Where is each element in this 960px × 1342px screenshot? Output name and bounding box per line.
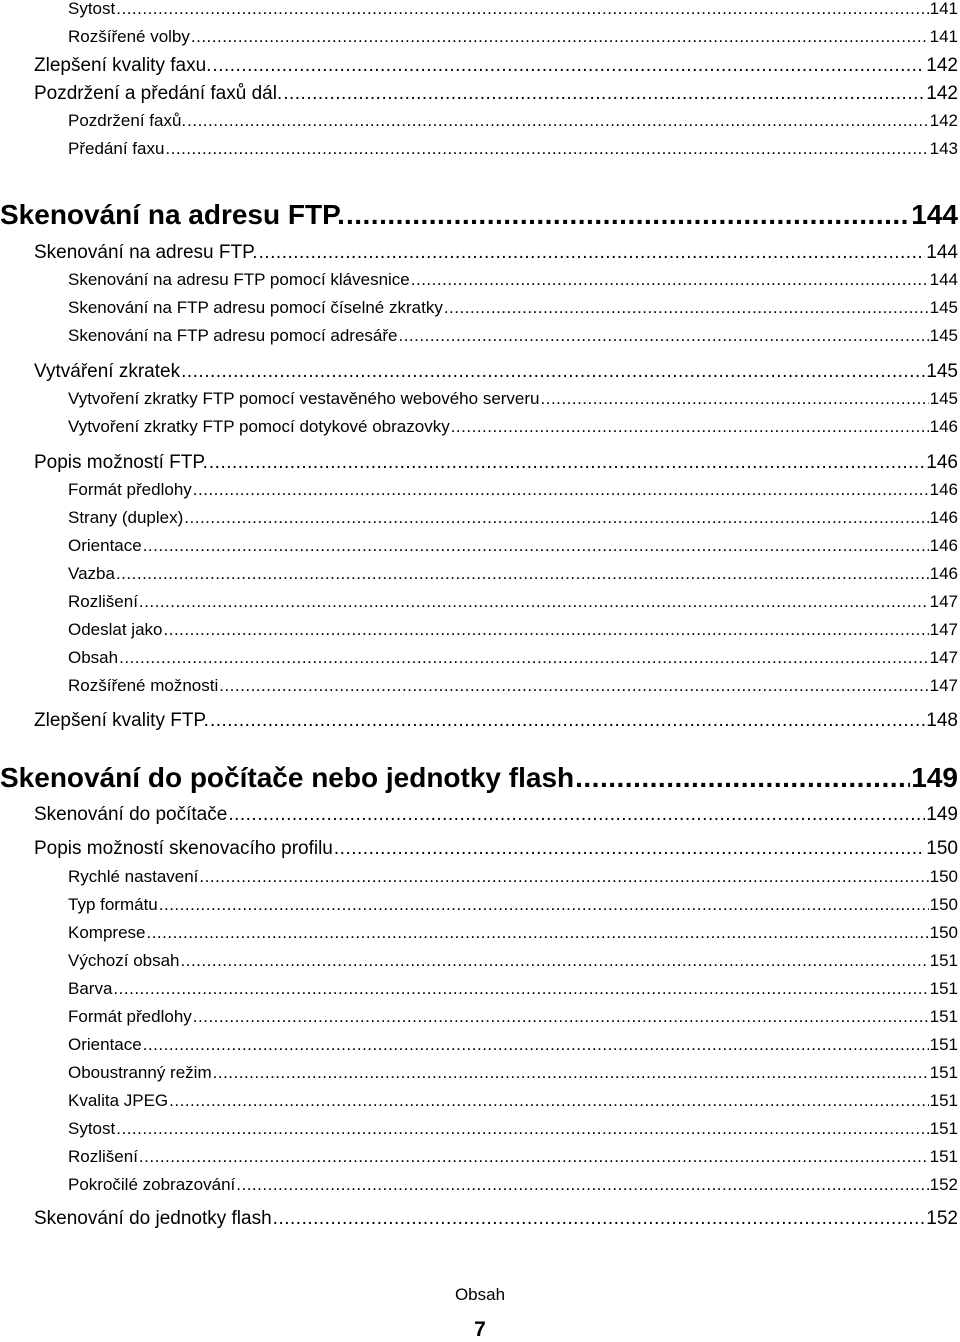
toc-dot-leader	[259, 243, 926, 262]
toc-dot-leader	[164, 621, 929, 638]
toc-entry-title: Barva	[68, 979, 113, 998]
toc-dot-leader	[575, 764, 910, 792]
toc-dot-leader	[165, 140, 928, 157]
footer-page-number: 7	[474, 1318, 486, 1341]
toc-entry-page: 146	[926, 452, 958, 473]
toc-entry-title: Vytvoření zkratky FTP pomocí vestavěného webového serveru	[68, 389, 540, 408]
toc-dot-leader	[146, 924, 928, 941]
toc-entry-title: Obsah	[68, 648, 119, 667]
toc-entry-title: Popis možností FTP.	[34, 452, 208, 473]
toc-entry-page: 146	[929, 480, 958, 499]
toc-entry-title: Pokročilé zobrazování	[68, 1175, 236, 1194]
toc-dot-leader	[444, 299, 929, 316]
toc-entry[interactable]	[68, 565, 958, 582]
toc-entry-page: 147	[929, 676, 958, 695]
toc-entry[interactable]	[68, 649, 958, 666]
toc-entry-title: Orientace	[68, 536, 142, 555]
toc-entry-title: Rychlé nastavení	[68, 867, 199, 886]
toc-entry[interactable]	[34, 84, 958, 103]
toc-dot-leader	[113, 980, 928, 997]
toc-dot-leader	[159, 896, 929, 913]
toc-entry-title: Sytost	[68, 1119, 116, 1138]
toc-dot-leader	[212, 56, 925, 75]
toc-entry-title: Výchozí obsah	[68, 951, 180, 970]
toc-entry-page: 145	[929, 326, 958, 345]
toc-entry[interactable]	[68, 1064, 958, 1081]
toc-entry[interactable]	[68, 677, 958, 694]
toc-entry-page: 146	[929, 508, 958, 527]
toc-entry-page: 151	[929, 1007, 958, 1026]
toc-entry[interactable]	[68, 140, 958, 157]
toc-entry[interactable]	[68, 271, 958, 288]
toc-dot-leader	[451, 418, 929, 435]
toc-entry[interactable]	[34, 56, 958, 75]
toc-entry-title: Zlepšení kvality FTP.	[34, 710, 209, 731]
toc-entry[interactable]	[68, 299, 958, 316]
toc-entry-page: 151	[929, 1035, 958, 1054]
toc-entry[interactable]	[68, 481, 958, 498]
toc-entry[interactable]	[0, 201, 958, 229]
toc-entry[interactable]	[68, 537, 958, 554]
toc-entry-title: Rozlišení	[68, 592, 138, 611]
toc-dot-leader	[143, 1036, 929, 1053]
toc-entry[interactable]	[68, 112, 958, 129]
toc-entry-page: 151	[929, 1091, 958, 1110]
toc-entry-title: Skenování na adresu FTP.	[34, 242, 258, 263]
toc-dot-leader	[398, 327, 928, 344]
toc-entry-title: Skenování do počítače nebo jednotky flash	[0, 762, 575, 793]
toc-dot-leader	[184, 509, 928, 526]
toc-entry[interactable]	[68, 1176, 958, 1193]
toc-entry[interactable]	[0, 764, 958, 792]
toc-entry-page: 145	[929, 389, 958, 408]
toc-entry-page: 150	[929, 895, 958, 914]
toc-entry-title: Kvalita JPEG	[68, 1091, 169, 1110]
toc-dot-leader	[273, 1209, 926, 1228]
toc-dot-leader	[119, 649, 929, 666]
toc-entry-page: 148	[926, 710, 958, 731]
toc-entry-page: 149	[911, 762, 958, 793]
toc-entry-title: Skenování na FTP adresu pomocí adresáře	[68, 326, 398, 345]
toc-dot-leader	[213, 1064, 929, 1081]
toc-dot-leader	[199, 868, 928, 885]
toc-entry-page: 147	[929, 620, 958, 639]
toc-dot-leader	[143, 537, 929, 554]
toc-dot-leader	[228, 805, 925, 824]
toc-entry-page: 149	[926, 804, 958, 825]
toc-entry-title: Popis možností skenovacího profilu	[34, 838, 333, 859]
toc-entry[interactable]	[68, 896, 958, 913]
toc-entry-title: Vazba	[68, 564, 115, 583]
toc-dot-leader	[209, 453, 925, 472]
toc-dot-leader	[169, 1092, 928, 1109]
toc-dot-leader	[181, 952, 929, 969]
toc-entry-title: Odeslat jako	[68, 620, 163, 639]
toc-entry-page: 152	[926, 1208, 958, 1229]
toc-entry-page: 147	[929, 592, 958, 611]
toc-entry-page: 145	[926, 361, 958, 382]
toc-entry[interactable]	[68, 1036, 958, 1053]
toc-entry-title: Skenování na FTP adresu pomocí číselné zkratky	[68, 298, 443, 317]
toc-entry-title: Sytost	[68, 0, 116, 18]
toc-entry-page: 141	[929, 27, 958, 46]
toc-dot-leader	[191, 28, 929, 45]
toc-entry[interactable]	[34, 839, 958, 858]
toc-entry-title: Skenování na adresu FTP.	[0, 199, 345, 230]
toc-dot-leader	[346, 201, 910, 229]
toc-entry-title: Předání faxu	[68, 139, 165, 158]
toc-entry-page: 151	[929, 1063, 958, 1082]
toc-entry-title: Formát předlohy	[68, 480, 192, 499]
toc-entry-page: 150	[929, 923, 958, 942]
toc-entry-page: 151	[929, 1119, 958, 1138]
toc-dot-leader	[236, 1176, 928, 1193]
toc-entry-page: 144	[926, 242, 958, 263]
toc-dot-leader	[219, 677, 928, 694]
toc-dot-leader	[116, 0, 928, 17]
toc-entry-title: Zlepšení kvality faxu.	[34, 55, 212, 76]
toc-entry[interactable]	[68, 593, 958, 610]
toc-entry-page: 142	[926, 55, 958, 76]
toc-entry[interactable]	[68, 868, 958, 885]
toc-entry-title: Skenování do jednotky flash	[34, 1208, 272, 1229]
toc-dot-leader	[541, 390, 929, 407]
toc-entry[interactable]	[34, 453, 958, 472]
toc-entry-page: 143	[929, 139, 958, 158]
toc-entry-page: 142	[929, 111, 958, 130]
toc-entry-page: 144	[929, 270, 958, 289]
toc-entry[interactable]	[68, 980, 958, 997]
toc-entry-title: Rozlišení	[68, 1147, 138, 1166]
toc-entry-title: Rozšířené možnosti	[68, 676, 219, 695]
toc-entry-title: Rozšířené volby	[68, 27, 190, 46]
toc-dot-leader	[411, 271, 929, 288]
toc-entry-page: 145	[929, 298, 958, 317]
toc-dot-leader	[334, 839, 925, 858]
toc-dot-leader	[187, 112, 929, 129]
toc-entry-page: 141	[929, 0, 958, 18]
toc-entry-title: Vytvoření zkratky FTP pomocí dotykové obrazovky	[68, 417, 450, 436]
toc-entry-page: 147	[929, 648, 958, 667]
toc-entry[interactable]	[68, 327, 958, 344]
toc-entry-title: Skenování do počítače	[34, 804, 228, 825]
toc-entry[interactable]	[68, 0, 958, 17]
toc-entry-title: Oboustranný režim	[68, 1063, 212, 1082]
toc-dot-leader	[193, 481, 929, 498]
toc-entry-page: 151	[929, 1147, 958, 1166]
toc-entry[interactable]	[68, 1148, 958, 1165]
toc-entry-title: Strany (duplex)	[68, 508, 184, 527]
toc-entry[interactable]	[68, 952, 958, 969]
toc-entry[interactable]	[68, 1008, 958, 1025]
toc-entry[interactable]	[34, 711, 958, 730]
toc-entry[interactable]	[34, 243, 958, 262]
toc-dot-leader	[283, 84, 925, 103]
toc-entry-page: 150	[929, 867, 958, 886]
toc-dot-leader	[181, 362, 925, 381]
toc-dot-leader	[139, 593, 929, 610]
toc-entry-page: 152	[929, 1175, 958, 1194]
toc-entry-title: Vytváření zkratek	[34, 361, 181, 382]
toc-entry-title: Pozdržení faxů.	[68, 111, 187, 130]
toc-entry-page: 150	[926, 838, 958, 859]
toc-entry-title: Skenování na adresu FTP pomocí klávesnice	[68, 270, 410, 289]
toc-dot-leader	[139, 1148, 929, 1165]
toc-entry[interactable]	[68, 621, 958, 638]
toc-entry-title: Formát předlohy	[68, 1007, 192, 1026]
toc-entry[interactable]	[34, 362, 958, 381]
toc-dot-leader	[116, 1120, 928, 1137]
toc-entry[interactable]	[68, 509, 958, 526]
toc-entry-title: Komprese	[68, 923, 146, 942]
toc-entry[interactable]	[34, 805, 958, 824]
toc-entry-page: 142	[926, 83, 958, 104]
toc-entry[interactable]	[68, 1120, 958, 1137]
toc-dot-leader	[193, 1008, 929, 1025]
toc-entry-page: 151	[929, 979, 958, 998]
toc-entry-page: 151	[929, 951, 958, 970]
toc-entry-title: Typ formátu	[68, 895, 158, 914]
toc-entry-page: 144	[911, 199, 958, 230]
toc-entry-page: 146	[929, 564, 958, 583]
toc-dot-leader	[116, 565, 929, 582]
toc-entry-page: 146	[929, 536, 958, 555]
toc-entry[interactable]	[68, 1092, 958, 1109]
toc-entry-page: 146	[929, 417, 958, 436]
toc-entry[interactable]	[68, 390, 958, 407]
toc-dot-leader	[210, 711, 925, 730]
toc-entry[interactable]	[34, 1209, 958, 1228]
footer-label: Obsah	[454, 1285, 506, 1304]
toc-entry[interactable]	[68, 28, 958, 45]
toc-entry[interactable]	[68, 418, 958, 435]
toc-entry-title: Orientace	[68, 1035, 142, 1054]
toc-entry-title: Pozdržení a předání faxů dál.	[34, 83, 283, 104]
toc-entry[interactable]	[68, 924, 958, 941]
